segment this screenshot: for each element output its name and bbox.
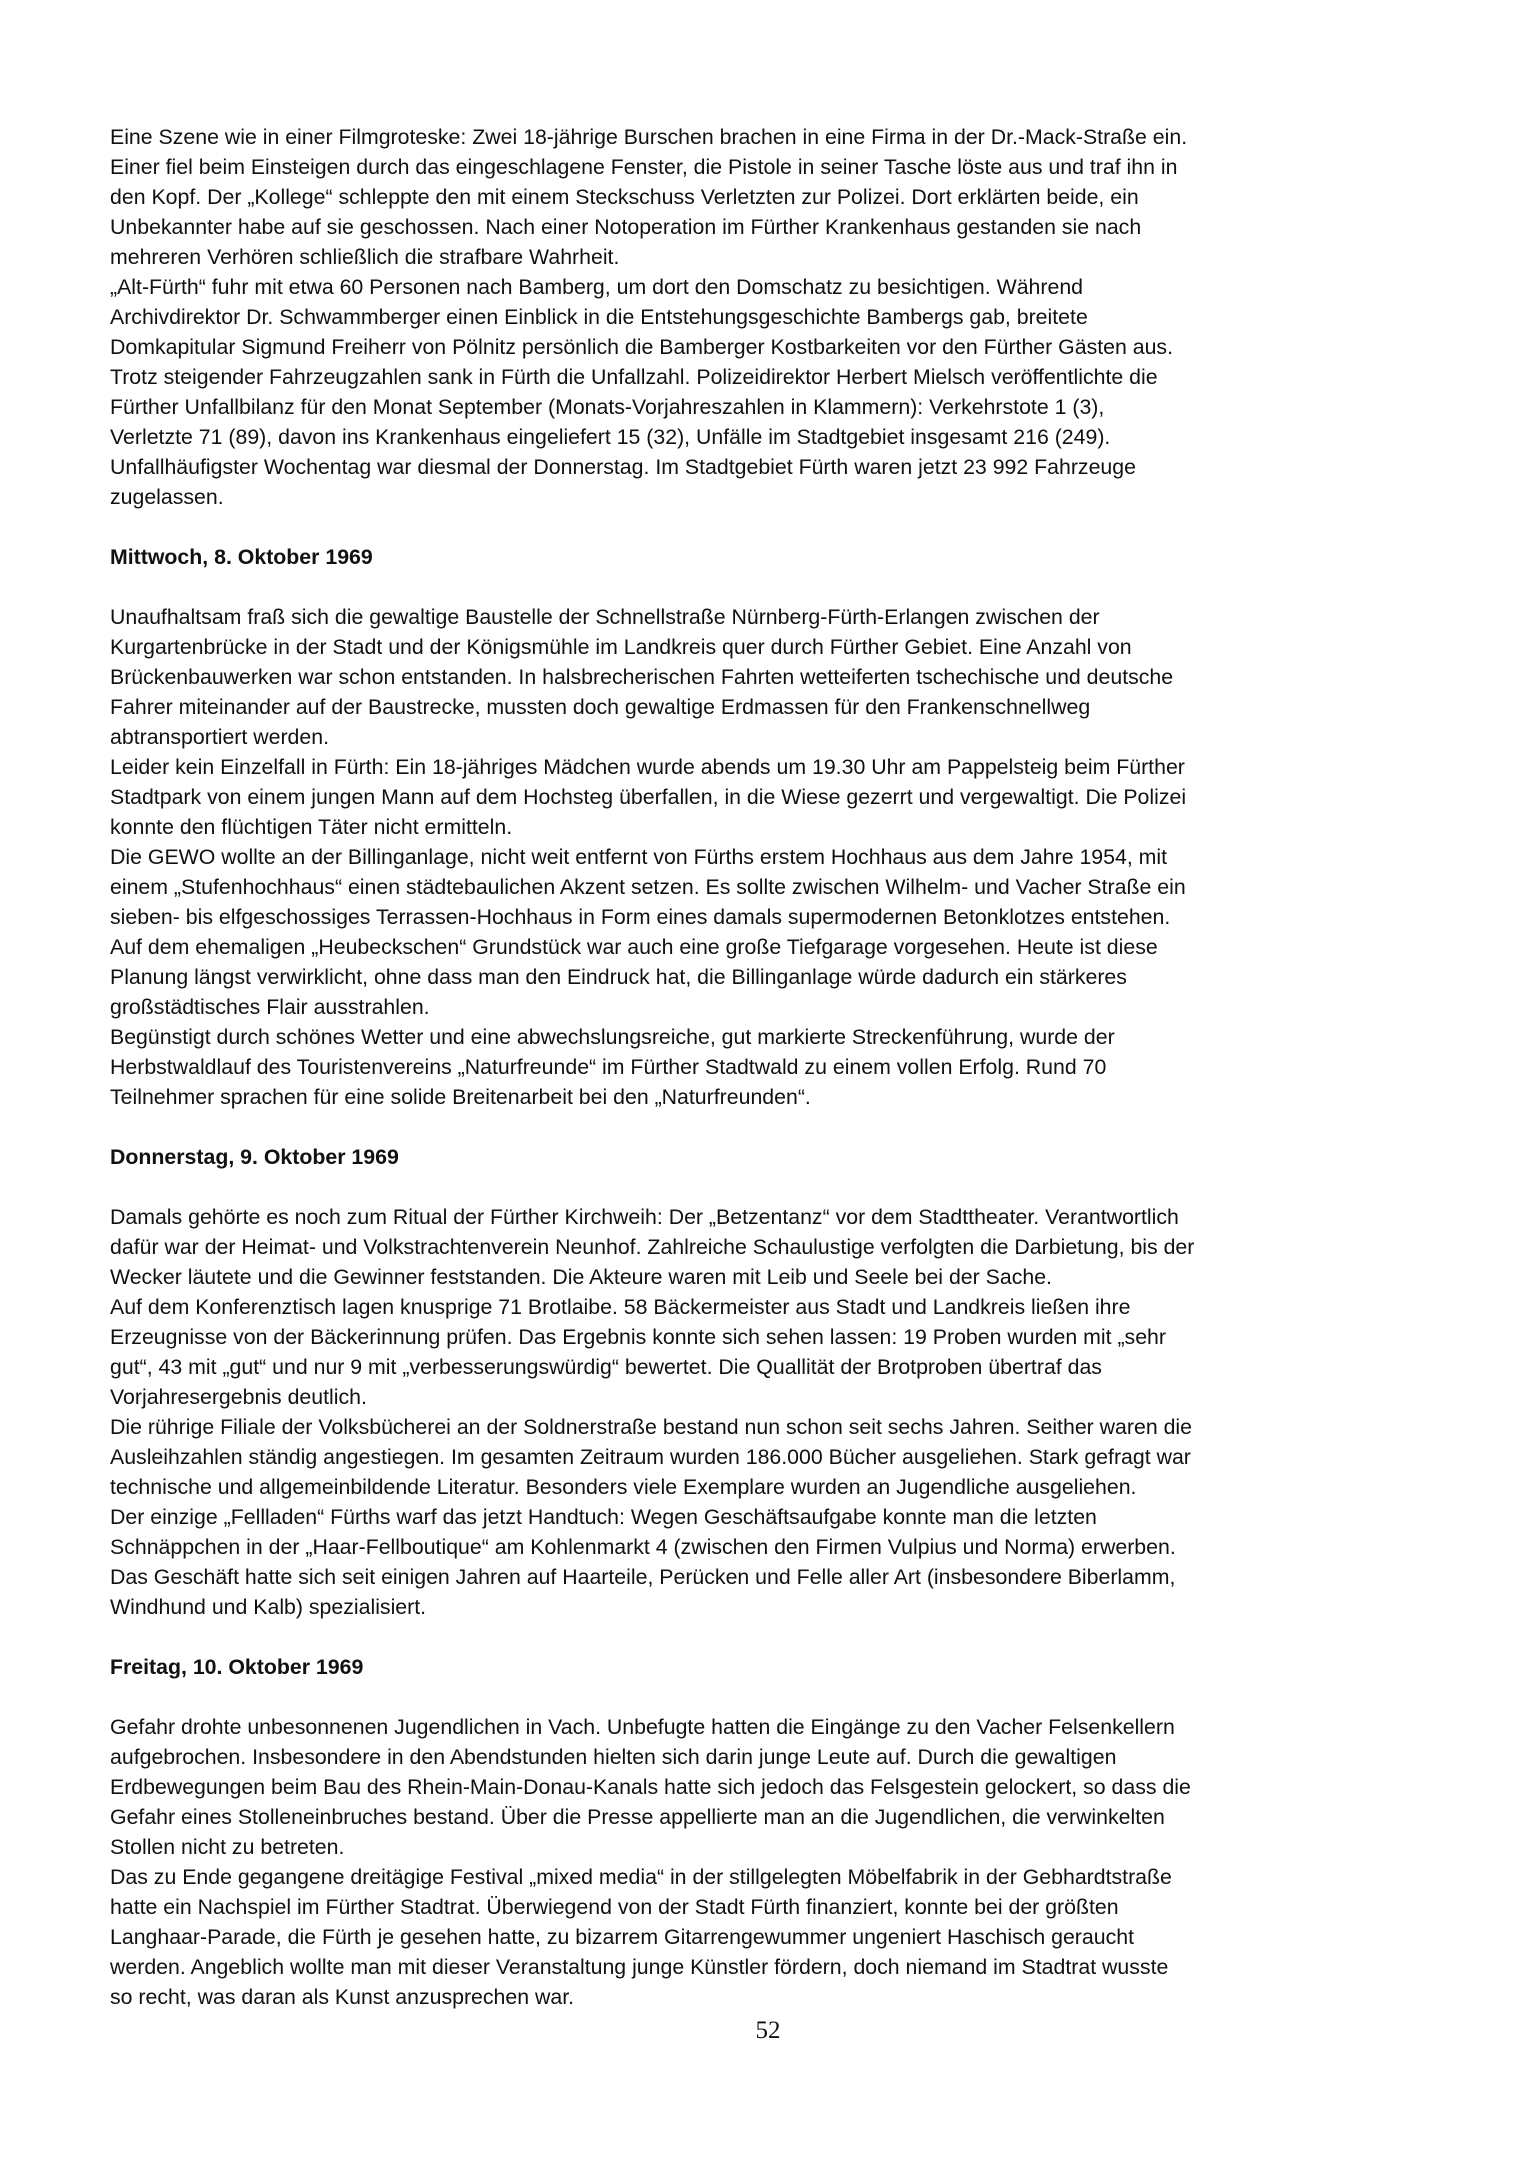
text-line: Der einzige „Fellladen“ Fürths warf das jetzt Handtuch: Wegen Geschäftsaufgabe konnte man die letzten bbox=[110, 1505, 1097, 1529]
paragraph bbox=[110, 602, 1450, 752]
text-line: Das zu Ende gegangene dreitägige Festival „mixed media“ in der stillgelegten Möbelfabrik in der Gebhardtstraße bbox=[110, 1865, 1172, 1889]
text-line: Windhund und Kalb) spezialisiert. bbox=[110, 1595, 427, 1619]
paragraph bbox=[110, 272, 1450, 362]
text-line: Das Geschäft hatte sich seit einigen Jahren auf Haarteile, Perücken und Felle aller Art (insbesondere Biberlamm, bbox=[110, 1565, 1176, 1589]
text-line: Eine Szene wie in einer Filmgroteske: Zwei 18-jährige Burschen brachen in eine Firma in der Dr.-Mack-Straße ein. bbox=[110, 125, 1188, 149]
text-line: Teilnehmer sprachen für eine solide Breitenarbeit bei den „Naturfreunden“. bbox=[110, 1085, 811, 1109]
section-continued bbox=[110, 122, 1450, 512]
text-line: Brückenbauwerken war schon entstanden. In halsbrecherischen Fahrten wetteiferten tschechische und deutsche bbox=[110, 665, 1174, 689]
paragraph bbox=[110, 1202, 1450, 1292]
section-heading: Freitag, 10. Oktober 1969 bbox=[110, 1655, 364, 1679]
section-heading: Mittwoch, 8. Oktober 1969 bbox=[110, 545, 373, 569]
text-line: Schnäppchen in der „Haar-Fellboutique“ am Kohlenmarkt 4 (zwischen den Firmen Vulpius und Norma) erwerben. bbox=[110, 1535, 1176, 1559]
text-line: Planung längst verwirklicht, ohne dass man den Eindruck hat, die Billinganlage würde dadurch ein stärkeres bbox=[110, 965, 1127, 989]
text-line: Stollen nicht zu betreten. bbox=[110, 1835, 345, 1859]
section-heading: Donnerstag, 9. Oktober 1969 bbox=[110, 1145, 399, 1169]
text-line: Erzeugnisse von der Bäckerinnung prüfen. Das Ergebnis konnte sich sehen lassen: 19 Proben wurden mit „sehr bbox=[110, 1325, 1166, 1349]
text-line: großstädtisches Flair ausstrahlen. bbox=[110, 995, 430, 1019]
paragraph bbox=[110, 1502, 1450, 1622]
text-line: gut“, 43 mit „gut“ und nur 9 mit „verbesserungswürdig“ bewertet. Die Quallität der Brotproben übertraf das bbox=[110, 1355, 1102, 1379]
text-line: Stadtpark von einem jungen Mann auf dem Hochsteg überfallen, in die Wiese gezerrt und vergewaltigt. Die Polizei bbox=[110, 785, 1187, 809]
paragraph bbox=[110, 1712, 1450, 1862]
text-line: Damals gehörte es noch zum Ritual der Fürther Kirchweih: Der „Betzentanz“ vor dem Stadttheater. Verantwortlich bbox=[110, 1205, 1179, 1229]
text-line: Leider kein Einzelfall in Fürth: Ein 18-jähriges Mädchen wurde abends um 19.30 Uhr am Pappelsteig beim Fürther bbox=[110, 755, 1185, 779]
text-line: so recht, was daran als Kunst anzusprechen war. bbox=[110, 1985, 575, 2009]
text-line: Fürther Unfallbilanz für den Monat September (Monats-Vorjahreszahlen in Klammern): Verkehrstote 1 (3), bbox=[110, 395, 1105, 419]
text-line: einem „Stufenhochhaus“ einen städtebaulichen Akzent setzen. Es sollte zwischen Wilhelm- und Vacher Straße ein bbox=[110, 875, 1186, 899]
text-line: Vorjahresergebnis deutlich. bbox=[110, 1385, 367, 1409]
text-line: Einer fiel beim Einsteigen durch das eingeschlagene Fenster, die Pistole in seiner Tasche löste aus und traf ihn in bbox=[110, 155, 1178, 179]
paragraph bbox=[110, 362, 1450, 512]
text-line: zugelassen. bbox=[110, 485, 224, 509]
day-section bbox=[110, 1142, 1450, 1622]
text-line: abtransportiert werden. bbox=[110, 725, 330, 749]
text-line: Die rührige Filiale der Volksbücherei an der Soldnerstraße bestand nun schon seit sechs Jahren. Seither waren die bbox=[110, 1415, 1193, 1439]
text-line: hatte ein Nachspiel im Fürther Stadtrat. Überwiegend von der Stadt Fürth finanziert, konnte bei der größten bbox=[110, 1895, 1119, 1919]
text-line: Auf dem ehemaligen „Heubeckschen“ Grundstück war auch eine große Tiefgarage vorgesehen. Heute ist diese bbox=[110, 935, 1158, 959]
page-number: 52 bbox=[755, 2017, 781, 2044]
text-line: Ausleihzahlen ständig angestiegen. Im gesamten Zeitraum wurden 186.000 Bücher ausgeliehen. Stark gefragt war bbox=[110, 1445, 1191, 1469]
text-line: Wecker läutete und die Gewinner feststanden. Die Akteure waren mit Leib und Seele bei der Sache. bbox=[110, 1265, 1052, 1289]
text-line: Kurgartenbrücke in der Stadt und der Königsmühle im Landkreis quer durch Fürther Gebiet. Eine Anzahl von bbox=[110, 635, 1132, 659]
text-line: Begünstigt durch schönes Wetter und eine abwechslungsreiche, gut markierte Streckenführung, wurde der bbox=[110, 1025, 1115, 1049]
text-line: Langhaar-Parade, die Fürth je gesehen hatte, zu bizarrem Gitarrengewummer ungeniert Haschisch geraucht bbox=[110, 1925, 1134, 1949]
text-line: Auf dem Konferenztisch lagen knusprige 71 Brotlaibe. 58 Bäckermeister aus Stadt und Landkreis ließen ihre bbox=[110, 1295, 1131, 1319]
text-line: Erdbewegungen beim Bau des Rhein-Main-Donau-Kanals hatte sich jedoch das Felsgestein gelockert, so dass die bbox=[110, 1775, 1191, 1799]
paragraph bbox=[110, 842, 1450, 1022]
text-line: konnte den flüchtigen Täter nicht ermitteln. bbox=[110, 815, 513, 839]
text-line: dafür war der Heimat- und Volkstrachtenverein Neunhof. Zahlreiche Schaulustige verfolgten die Darbietung, bis der bbox=[110, 1235, 1195, 1259]
text-line: Gefahr drohte unbesonnenen Jugendlichen in Vach. Unbefugte hatten die Eingänge zu den Vacher Felsenkellern bbox=[110, 1715, 1175, 1739]
text-line: Herbstwaldlauf des Touristenvereins „Naturfreunde“ im Fürther Stadtwald zu einem vollen Erfolg. Rund 70 bbox=[110, 1055, 1107, 1079]
text-line: Gefahr eines Stolleneinbruches bestand. Über die Presse appellierte man an die Jugendlichen, die verwinkelten bbox=[110, 1805, 1165, 1829]
text-line: Unaufhaltsam fraß sich die gewaltige Baustelle der Schnellstraße Nürnberg-Fürth-Erlangen zwischen der bbox=[110, 605, 1100, 629]
text-line: Domkapitular Sigmund Freiherr von Pölnitz persönlich die Bamberger Kostbarkeiten vor den Fürther Gästen aus. bbox=[110, 335, 1173, 359]
text-line: Trotz steigender Fahrzeugzahlen sank in Fürth die Unfallzahl. Polizeidirektor Herbert Mielsch veröffentlichte die bbox=[110, 365, 1158, 389]
paragraph bbox=[110, 1292, 1450, 1412]
paragraph bbox=[110, 1022, 1450, 1112]
text-line: sieben- bis elfgeschossiges Terrassen-Hochhaus in Form eines damals supermodernen Betonklotzes entstehen. bbox=[110, 905, 1171, 929]
text-line: Unbekannter habe auf sie geschossen. Nach einer Notoperation im Fürther Krankenhaus gestanden sie nach bbox=[110, 215, 1142, 239]
text-line: aufgebrochen. Insbesondere in den Abendstunden hielten sich darin junge Leute auf. Durch die gewaltigen bbox=[110, 1745, 1117, 1769]
text-line: technische und allgemeinbildende Literatur. Besonders viele Exemplare wurden an Jugendliche ausgeliehen. bbox=[110, 1475, 1137, 1499]
text-line: Die GEWO wollte an der Billinganlage, nicht weit entfernt von Fürths erstem Hochhaus aus dem Jahre 1954, mit bbox=[110, 845, 1168, 869]
text-line: „Alt-Fürth“ fuhr mit etwa 60 Personen nach Bamberg, um dort den Domschatz zu besichtigen. Während bbox=[110, 275, 1084, 299]
paragraph bbox=[110, 1412, 1450, 1502]
day-section bbox=[110, 542, 1450, 1112]
text-line: werden. Angeblich wollte man mit dieser Veranstaltung junge Künstler fördern, doch niemand im Stadtrat wusste bbox=[110, 1955, 1169, 1979]
text-line: Verletzte 71 (89), davon ins Krankenhaus eingeliefert 15 (32), Unfälle im Stadtgebiet insgesamt 216 (249). bbox=[110, 425, 1111, 449]
text-line: den Kopf. Der „Kollege“ schleppte den mit einem Steckschuss Verletzten zur Polizei. Dort erklärten beide, ein bbox=[110, 185, 1139, 209]
text-line: Fahrer miteinander auf der Baustrecke, mussten doch gewaltige Erdmassen für den Frankenschnellweg bbox=[110, 695, 1091, 719]
day-section bbox=[110, 1652, 1450, 2012]
text-line: Unfallhäufigster Wochentag war diesmal der Donnerstag. Im Stadtgebiet Fürth waren jetzt 23 992 Fahrzeuge bbox=[110, 455, 1136, 479]
text-line: Archivdirektor Dr. Schwammberger einen Einblick in die Entstehungsgeschichte Bambergs gab, breitete bbox=[110, 305, 1088, 329]
text-line: mehreren Verhören schließlich die strafbare Wahrheit. bbox=[110, 245, 620, 269]
paragraph bbox=[110, 752, 1450, 842]
document-page bbox=[110, 122, 1450, 2012]
paragraph bbox=[110, 1862, 1450, 2012]
paragraph bbox=[110, 122, 1450, 272]
